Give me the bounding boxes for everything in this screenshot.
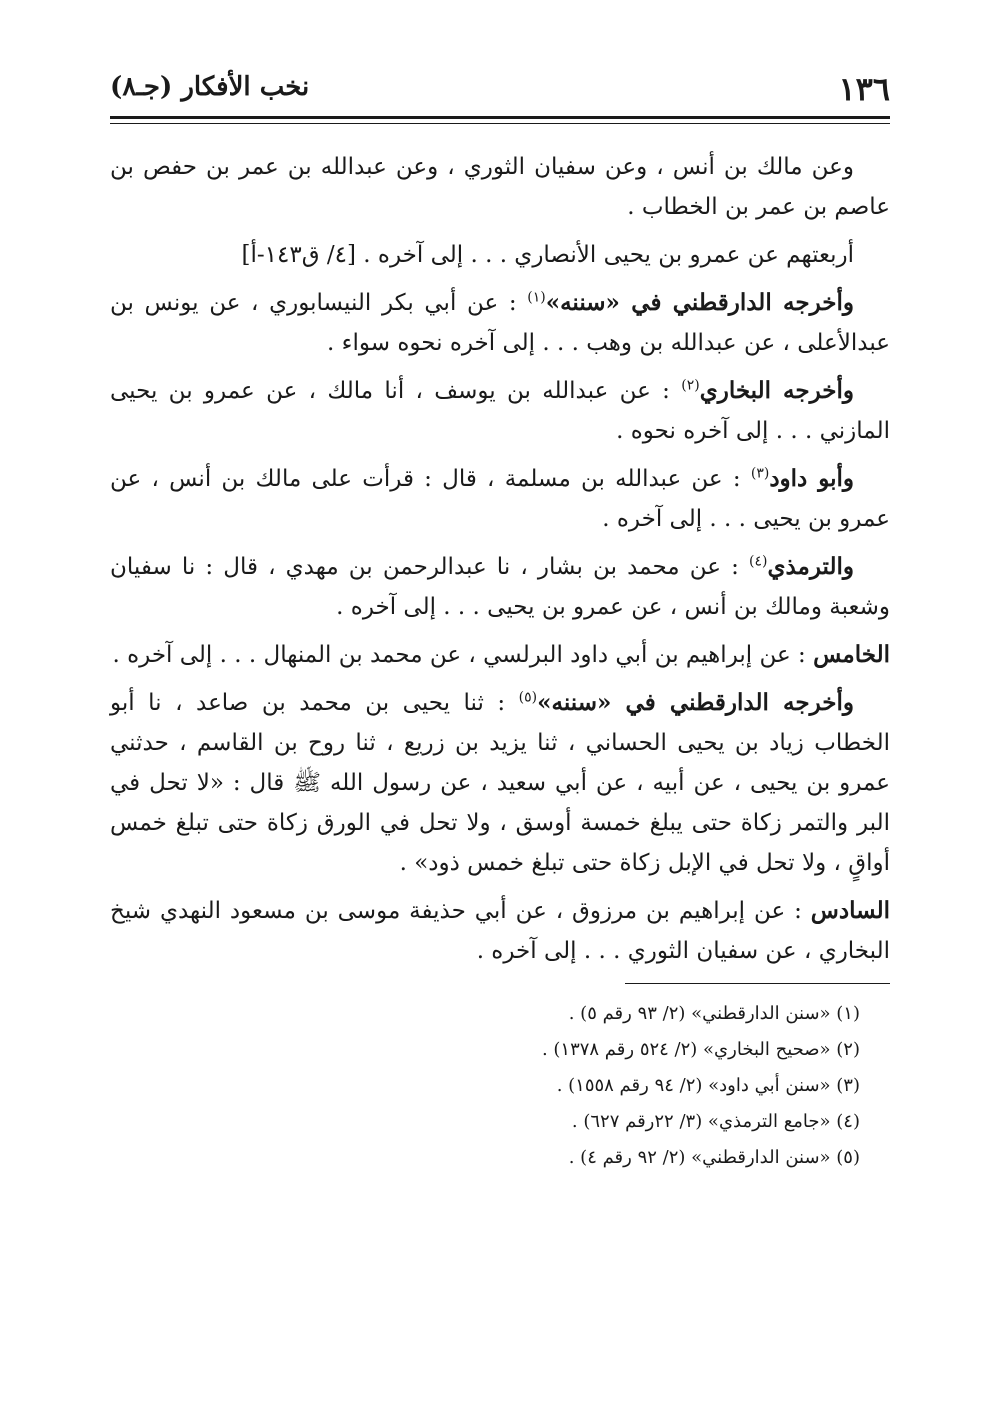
paragraph-text: : عن إبراهيم بن مرزوق ، عن أبي حذيفة موسى بن مسعود النهدي شيخ البخاري ، عن سفيان الثوري . . . إلى آخره . [110,898,890,964]
paragraph-text: : عن عبدالله بن يوسف ، أنا مالك ، عن عمرو بن يحيى المازني . . . إلى آخره نحوه . [110,378,890,444]
footnote: (٤) «جامع الترمذي» (٣/ ٢٢رقم ٦٢٧) . [571,1111,860,1132]
paragraph-text: وعن مالك بن أنس ، وعن سفيان الثوري ، وعن عبدالله بن عمر بن حفص بن عاصم بن عمر بن الخطاب . [110,154,890,220]
footnote-ref: (١) [527,289,546,306]
page-header [110,60,890,119]
paragraph-text: : عن إبراهيم بن أبي داود البرلسي ، عن محمد بن المنهال . . . إلى آخره . [112,642,814,668]
footnote-ref: (٥) [518,689,538,706]
paragraph-text: : عن أبي بكر النيسابوري ، عن يونس بن عبدالأعلى ، عن عبدالله بن وهب . . . إلى آخره نحوه سواء . [110,290,890,356]
running-title: نخب الأفكار (جـ٨) [110,72,310,102]
footnote: (٢) «صحيح البخاري» (٢/ ٥٢٤ رقم ١٣٧٨) . [541,1039,860,1060]
paragraph [110,683,890,883]
paragraph [110,547,890,627]
footnote-ref: (٣) [750,465,770,482]
footnote: (١) «سنن الدارقطني» (٢/ ٩٣ رقم ٥) . [568,1003,860,1024]
paragraph [110,235,890,275]
book-page [110,60,890,1380]
paragraph-text: : عن محمد بن بشار ، نا عبدالرحمن بن مهدي ، قال : نا سفيان وشعبة ومالك بن أنس ، عن عمرو بن يحيى . . . إلى آخره . [110,554,890,620]
footnote-ref: (٤) [749,553,768,570]
footnote: (٥) «سنن الدارقطني» (٢/ ٩٢ رقم ٤) . [568,1147,860,1168]
paragraph [110,283,890,363]
footnote: (٣) «سنن أبي داود» (٢/ ٩٤ رقم ١٥٥٨) . [556,1075,860,1096]
paragraph [110,891,890,971]
paragraph [110,635,890,675]
footnote-ref: (٢) [681,377,700,394]
paragraph-lead: وأخرجه الدارقطني في «سننه» [537,689,854,716]
paragraph-text: : عن عبدالله بن مسلمة ، قال : قرأت على مالك بن أنس ، عن عمرو بن يحيى . . . إلى آخره . [110,466,890,532]
paragraph-lead: السادس [810,897,890,924]
footnotes [110,996,890,1176]
page-number: ١٣٦ [838,70,890,108]
paragraph [110,459,890,539]
footnote-divider [625,983,890,984]
paragraph-text: : ثنا يحيى بن محمد بن صاعد ، نا أبو الخطاب زياد بن يحيى الحساني ، ثنا يزيد بن زريع ، ثنا روح بن القاسم ، حدثني عمرو بن يحيى ، عن أبيه ، عن أبي سعيد ، عن رسول الله ﷺ قال : «لا تحل في البر والتمر زكاة حتى يبلغ خمسة أوسق ، ولا تحل في الورق زكاة حتى تبلغ خمس أواقٍ ، ولا تحل في الإبل زكاة حتى تبلغ خمس ذود» . [110,690,890,876]
body-text [110,147,890,971]
paragraph-lead: وأبو داود [769,465,854,492]
paragraph-lead: الخامس [813,641,890,668]
paragraph-lead: وأخرجه البخاري [699,377,854,404]
paragraph-text: أربعتهم عن عمرو بن يحيى الأنصاري . . . إلى آخره . [٤/ ق١٤٣-أ] [241,242,854,268]
paragraph-lead: وأخرجه الدارقطني في «سننه» [545,289,854,316]
paragraph-lead: والترمذي [767,553,854,580]
paragraph [110,147,890,227]
paragraph [110,371,890,451]
